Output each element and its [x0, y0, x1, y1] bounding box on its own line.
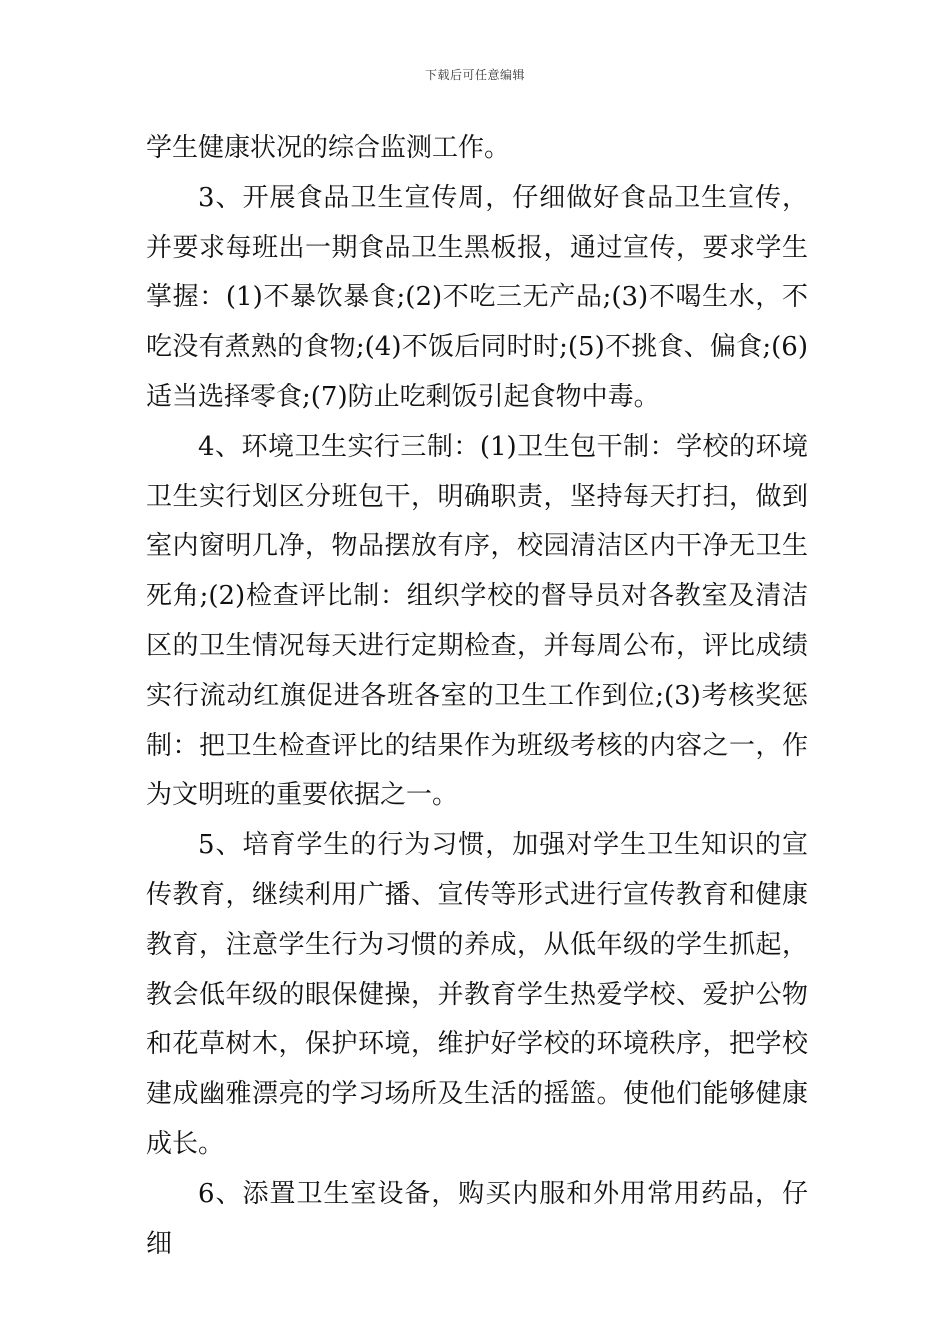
paragraph-5: 6、添置卫生室设备，购买内服和外用常用药品，仔细	[146, 1178, 808, 1259]
page-header: 下载后可任意编辑	[424, 68, 525, 82]
paragraph-2: 3、开展食品卫生宣传周，仔细做好食品卫生宣传，并要求每班出一期食品卫生黑板报，通过宣传，要求学生掌握：(1)不暴饮暴食;(2)不吃三无产品;(3)不喝生水，不吃没有煮熟的食物;(4)不饭后同时时;(5)不挑食、偏食;(6)适当选择零食;(7)防止吃剩饭引起食物中毒。	[146, 182, 808, 412]
paragraph-4: 5、培育学生的行为习惯，加强对学生卫生知识的宣传教育，继续利用广播、宣传等形式进行宣传教育和健康教育，注意学生行为习惯的养成，从低年级的学生抓起，教会低年级的眼保健操，并教育学生热爱学校、爱护公物和花草树木，保护环境，维护好学校的环境秩序，把学校建成幽雅漂亮的学习场所及生活的摇篮。使他们能够健康成长。	[146, 830, 808, 1159]
paragraph-1: 学生健康状况的综合监测工作。	[146, 133, 511, 163]
document-body	[146, 124, 808, 1269]
paragraph-3: 4、环境卫生实行三制：(1)卫生包干制：学校的环境卫生实行划区分班包干，明确职责，坚持每天打扫，做到室内窗明几净，物品摆放有序，校园清洁区内干净无卫生死角;(2)检查评比制：组织学校的督导员对各教室及清洁区的卫生情况每天进行定期检查，并每周公布，评比成绩实行流动红旗促进各班各室的卫生工作到位;(3)考核奖惩制：把卫生检查评比的结果作为班级考核的内容之一，作为文明班的重要依据之一。	[146, 431, 808, 811]
